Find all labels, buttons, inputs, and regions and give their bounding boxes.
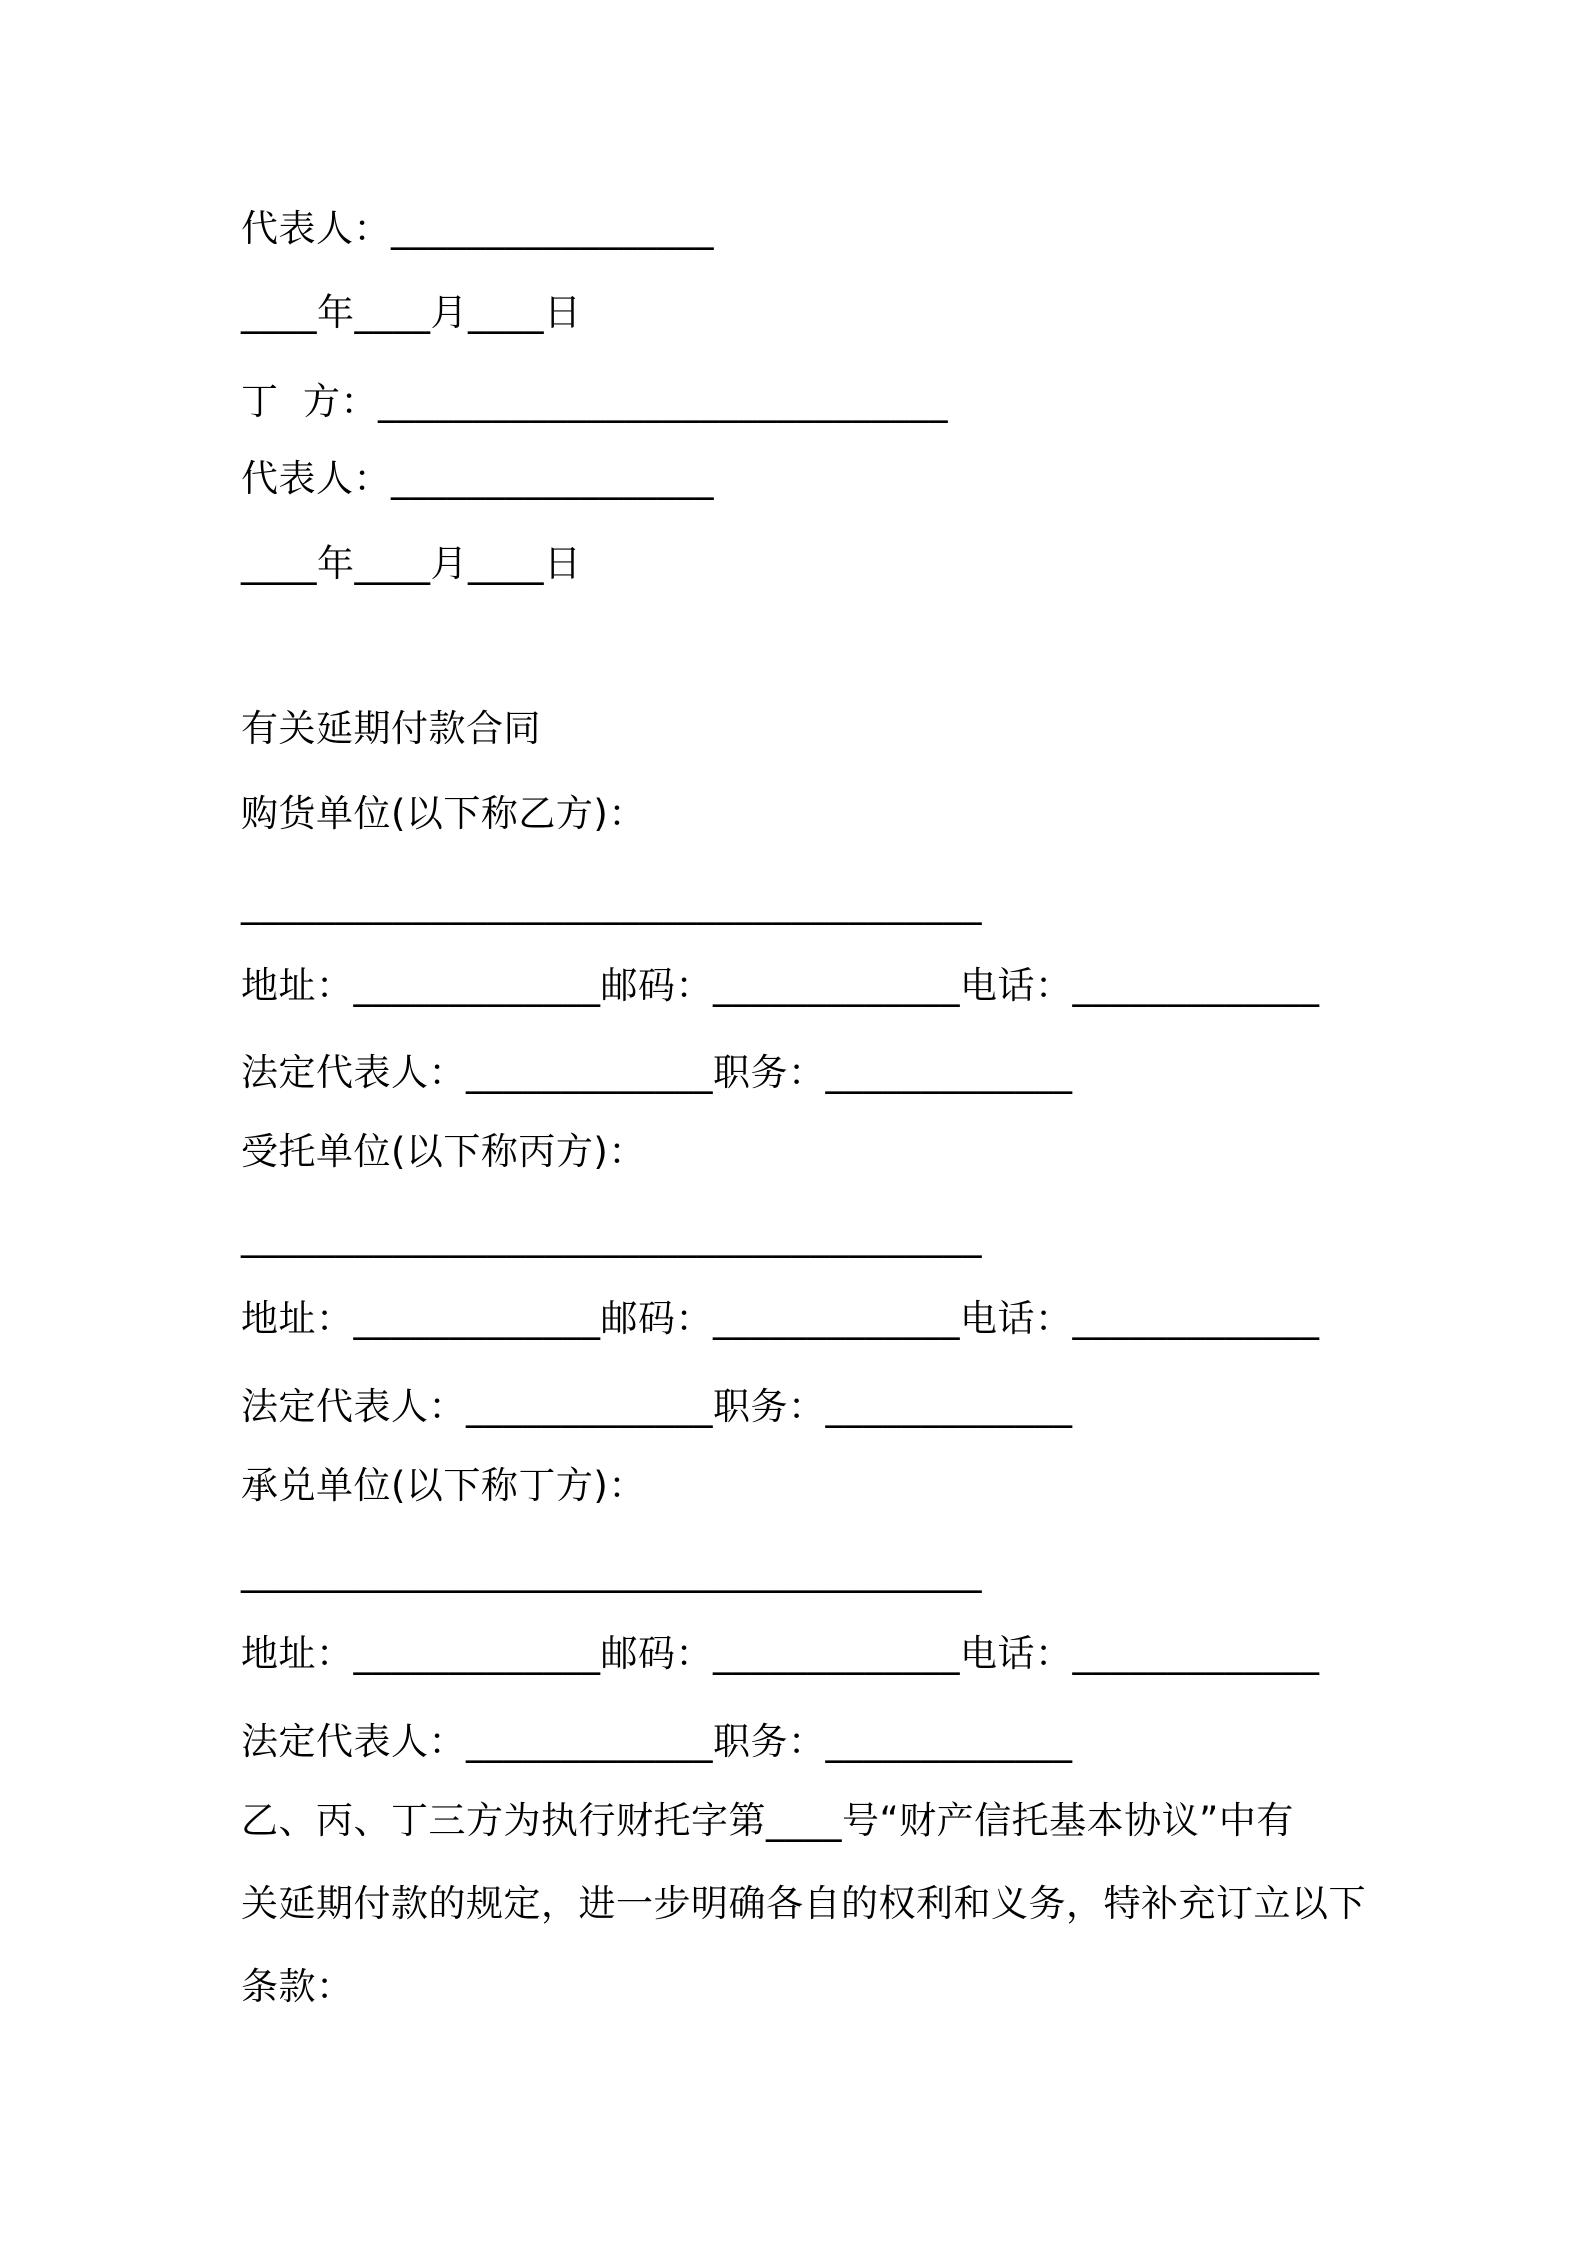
body-paragraph-line-1: 乙、丙、丁三方为执行财托字第____号“财产信托基本协议”中有 <box>241 1799 1294 1842</box>
buyer-address-line: 地址：_____________邮码：_____________电话：_____________ <box>241 964 1320 1007</box>
representative-line: 代表人：_________________ <box>241 457 714 500</box>
acceptor-name-blank: _______________________________________ <box>241 1550 982 1593</box>
body-paragraph-line-3: 条款： <box>241 1965 354 2008</box>
acceptor-heading: 承兑单位(以下称丁方)： <box>241 1464 646 1507</box>
trustee-address-line: 地址：_____________邮码：_____________电话：_____________ <box>241 1297 1320 1340</box>
acceptor-legal-rep-line: 法定代表人：_____________职务：_____________ <box>241 1720 1073 1763</box>
date-line: ____年____月____日 <box>241 291 582 334</box>
buyer-legal-rep-line: 法定代表人：_____________职务：_____________ <box>241 1051 1073 1094</box>
date-line: ____年____月____日 <box>241 542 582 585</box>
trustee-legal-rep-line: 法定代表人：_____________职务：_____________ <box>241 1385 1073 1428</box>
buyer-heading: 购货单位(以下称乙方)： <box>241 792 646 835</box>
representative-line: 代表人：_________________ <box>241 207 714 250</box>
body-paragraph-line-2: 关延期付款的规定，进一步明确各自的权利和义务，特补充订立以下 <box>241 1882 1366 1925</box>
trustee-name-blank: _______________________________________ <box>241 1215 982 1258</box>
contract-title: 有关延期付款合同 <box>241 707 541 750</box>
trustee-heading: 受托单位(以下称丙方)： <box>241 1130 646 1173</box>
party-ding-line: 丁 方：______________________________ <box>241 380 949 423</box>
buyer-name-blank: _______________________________________ <box>241 882 982 925</box>
acceptor-address-line: 地址：_____________邮码：_____________电话：_____________ <box>241 1632 1320 1675</box>
